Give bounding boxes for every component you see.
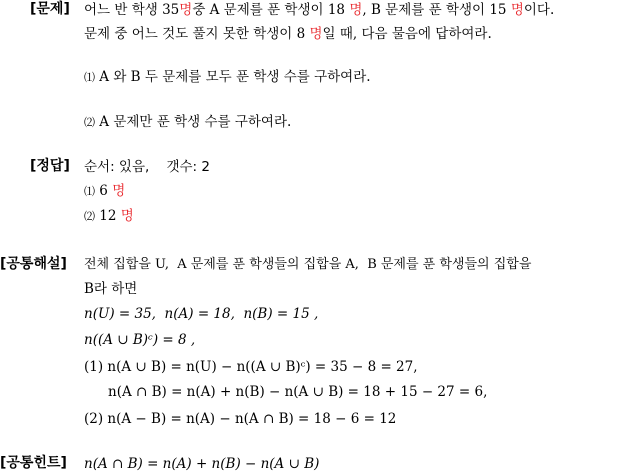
unit-highlight: 명	[179, 2, 193, 18]
explanation-line-1: 전체 집합을 U, A 문제를 푼 학생들의 집합을 A, B 문제를 푼 학생들의 집합을	[84, 257, 532, 272]
unit-highlight: 명	[510, 2, 524, 18]
question-number: ⑵	[84, 116, 95, 129]
problem-text: , B 문제를 푼 학생이 15	[362, 2, 507, 18]
question-text: A 와 B 두 문제를 모두 푼 학생 수를 구하여라.	[99, 69, 371, 85]
unit-highlight: 명	[349, 2, 363, 18]
equation-1: n(U) = 35, n(A) = 18, n(B) = 15 ,	[84, 306, 319, 322]
hint-label: [공통힌트]	[0, 455, 67, 471]
answer-value: 6	[99, 183, 108, 199]
answer-label: [정답]	[30, 158, 70, 174]
problem-text: 중 A 문제를 푼 학생이 18	[192, 2, 346, 18]
equation-4: n(A ∩ B) = n(A) + n(B) − n(A ∪ B) = 18 + 15 − 27 = 6,	[108, 384, 488, 400]
question-2	[84, 113, 291, 132]
answer-number: ⑴	[84, 185, 95, 198]
unit-highlight: 명	[309, 26, 323, 42]
equation-5: (2) n(A − B) = n(A) − n(A ∩ B) = 18 − 6 = 12	[84, 411, 397, 427]
answer-value: 12	[99, 208, 117, 224]
answer-1	[84, 182, 125, 201]
answer-number: ⑵	[84, 210, 95, 223]
problem-text: 이다.	[523, 2, 555, 18]
unit-highlight: 명	[112, 183, 126, 199]
explanation-line-2: B라 하면	[84, 281, 138, 297]
problem-line-1	[84, 1, 554, 19]
hint-equation: n(A ∩ B) = n(A) + n(B) − n(A ∪ B)	[84, 456, 320, 472]
problem-text: 문제 중 어느 것도 풀지 못한 학생이 8	[84, 26, 306, 42]
problem-label: [문제]	[30, 1, 70, 17]
equation-2: n((A ∪ B)ᶜ) = 8 ,	[84, 332, 196, 348]
equation-3: (1) n(A ∪ B) = n(U) − n((A ∪ B)ᶜ) = 35 − 8 = 27,	[84, 359, 418, 375]
question-number: ⑴	[84, 71, 95, 84]
question-1	[84, 68, 371, 87]
answer-2	[84, 207, 134, 226]
problem-text: 일 때, 다음 물음에 답하여라.	[322, 26, 492, 42]
problem-line-2	[84, 25, 492, 43]
explanation-label: [공통해설]	[0, 256, 67, 272]
question-text: A 문제만 푼 학생 수를 구하여라.	[99, 114, 292, 130]
problem-text: 어느 반 학생 35	[84, 2, 180, 18]
answer-line-1: 순서: 있음, 갯수: 2	[84, 159, 210, 175]
unit-highlight: 명	[120, 208, 134, 224]
